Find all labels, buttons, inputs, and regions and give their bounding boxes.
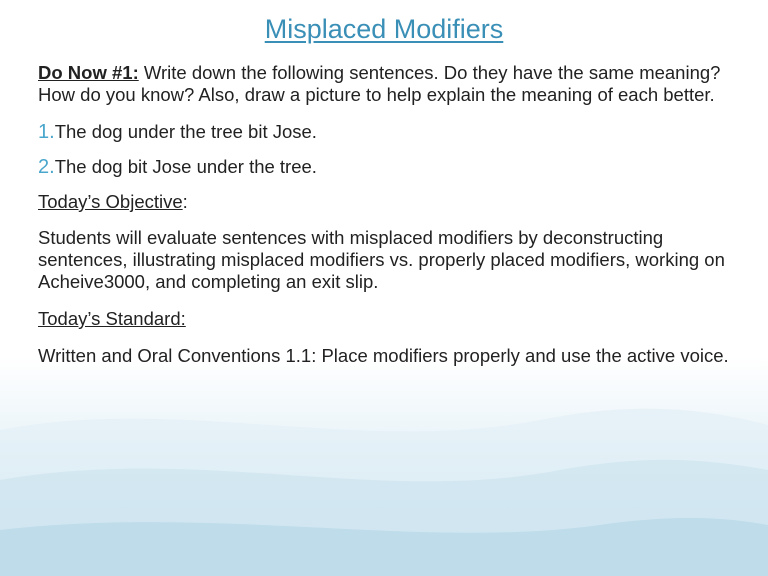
sentence-number: 1. [38,121,55,143]
slide-title: Misplaced Modifiers [264,14,504,44]
standard-heading: Today’s Standard: [38,308,186,329]
objective-heading-line [38,191,738,213]
standard-text: Written and Oral Conventions 1.1: Place modifiers properly and use the active voice. [38,345,729,366]
objective-text: Students will evaluate sentences with misplaced modifiers by deconstructing sentences, illustrating misplaced modifiers vs. properly placed modifiers, working on Acheive3000, and completing an exit slip. [38,227,725,292]
objective-colon: : [182,191,188,212]
do-now-text: Write down the following sentences. Do they have the same meaning? How do you know? Also, draw a picture to help explain the meaning of each better. [38,62,721,105]
objective-heading: Today’s Objective [38,191,183,212]
sentence-text: The dog under the tree bit Jose. [54,121,317,142]
sentence-number: 2. [38,156,55,178]
standard-heading-line [38,308,738,330]
sentence-text: The dog bit Jose under the tree. [54,156,317,177]
sentence-item-2 [38,156,738,178]
slide-body [38,62,738,367]
sentence-item-1 [38,121,738,143]
do-now-paragraph [38,62,738,106]
do-now-label: Do Now #1: [38,62,139,83]
